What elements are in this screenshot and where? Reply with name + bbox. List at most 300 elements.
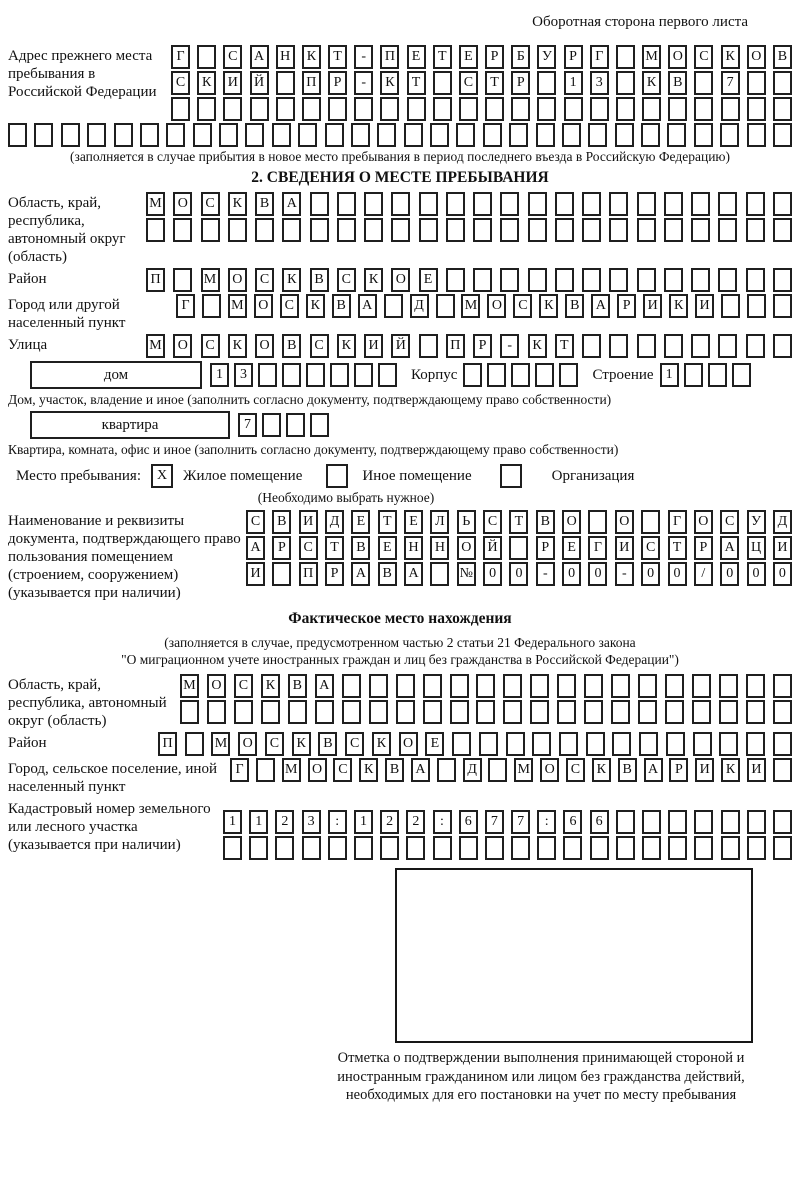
region-row-2	[146, 218, 792, 242]
char-cell	[746, 334, 765, 358]
char-cell: Р	[511, 71, 530, 95]
char-cell	[506, 732, 525, 756]
house-note: Дом, участок, владение и иное (заполнить согласно документу, подтверждающему право собственности)	[8, 392, 612, 407]
char-cell	[173, 268, 192, 292]
stroenie-cells	[660, 363, 751, 387]
char-cell: Р	[617, 294, 636, 318]
char-cell: К	[292, 732, 311, 756]
char-cell	[500, 218, 519, 242]
char-cell: К	[306, 294, 325, 318]
char-cell: О	[254, 294, 273, 318]
char-cell	[773, 294, 792, 318]
char-cell: И	[695, 758, 714, 782]
char-cell	[773, 218, 792, 242]
char-cell: С	[459, 71, 478, 95]
char-cell	[642, 810, 661, 834]
char-cell: 0	[483, 562, 502, 586]
char-cell: К	[539, 294, 558, 318]
char-cell	[473, 218, 492, 242]
char-cell	[616, 810, 635, 834]
char-cell: Т	[378, 510, 397, 534]
city-row	[8, 294, 792, 332]
char-cell: В	[385, 758, 404, 782]
char-cell: М	[146, 192, 165, 216]
char-cell	[173, 218, 192, 242]
char-cell: 1	[249, 810, 268, 834]
char-cell	[637, 218, 656, 242]
char-cell: К	[228, 334, 247, 358]
char-cell	[582, 192, 601, 216]
option-organization-label: Организация	[551, 467, 635, 484]
char-cell	[528, 218, 547, 242]
prev-address-row-3	[171, 97, 792, 121]
char-cell: К	[642, 71, 661, 95]
char-cell: С	[234, 674, 253, 698]
fact-district-label: Район	[8, 735, 47, 751]
korpus-label: Корпус	[411, 366, 458, 383]
char-cell: С	[201, 192, 220, 216]
char-cell: 6	[459, 810, 478, 834]
char-cell: -	[615, 562, 634, 586]
char-cell: В	[288, 674, 307, 698]
char-cell	[430, 123, 449, 147]
char-cell	[450, 674, 469, 698]
char-cell: И	[643, 294, 662, 318]
char-cell	[590, 97, 609, 121]
district-cells	[146, 268, 792, 292]
char-cell: К	[359, 758, 378, 782]
char-cell: К	[669, 294, 688, 318]
char-cell: С	[223, 45, 242, 69]
char-cell: А	[404, 562, 423, 586]
char-cell	[483, 123, 502, 147]
char-cell	[557, 674, 576, 698]
char-cell	[684, 363, 703, 387]
char-cell: 0	[509, 562, 528, 586]
char-cell	[509, 536, 528, 560]
char-cell: П	[446, 334, 465, 358]
char-cell	[668, 810, 687, 834]
char-cell	[691, 218, 710, 242]
char-cell: 7	[721, 71, 740, 95]
char-cell	[564, 97, 583, 121]
prev-address-row-4-full	[8, 123, 792, 147]
char-cell	[694, 123, 713, 147]
char-cell: Е	[404, 510, 423, 534]
char-cell: А	[591, 294, 610, 318]
prev-address-note: (заполняется в случае прибытия в новое место пребывания в период последнего въезда в Российскую Федерацию)	[69, 149, 731, 164]
fact-city-label: Город, сельское поселение, иной населенный пункт	[8, 761, 217, 795]
char-cell	[528, 268, 547, 292]
char-cell: Р	[272, 536, 291, 560]
char-cell	[396, 674, 415, 698]
char-cell: В	[668, 71, 687, 95]
char-cell	[487, 363, 506, 387]
apartment-cells	[238, 413, 329, 437]
char-cell: И	[615, 536, 634, 560]
char-cell	[721, 294, 740, 318]
char-cell	[249, 836, 268, 860]
char-cell: 6	[563, 810, 582, 834]
char-cell: 0	[747, 562, 766, 586]
char-cell: И	[773, 536, 792, 560]
char-cell: 7	[238, 413, 257, 437]
char-cell: Л	[430, 510, 449, 534]
char-cell	[185, 732, 204, 756]
char-cell	[692, 674, 711, 698]
char-cell	[61, 123, 80, 147]
page-side-note: Оборотная сторона первого листа	[532, 14, 748, 30]
char-cell	[310, 413, 329, 437]
char-cell	[746, 674, 765, 698]
char-cell: О	[399, 732, 418, 756]
char-cell	[773, 758, 792, 782]
char-cell	[337, 192, 356, 216]
char-cell	[586, 732, 605, 756]
char-cell	[114, 123, 133, 147]
char-cell: П	[302, 71, 321, 95]
char-cell	[207, 700, 226, 724]
char-cell: -	[536, 562, 555, 586]
char-cell: А	[644, 758, 663, 782]
char-cell: И	[364, 334, 383, 358]
char-cell: В	[618, 758, 637, 782]
char-cell: А	[411, 758, 430, 782]
char-cell	[719, 732, 738, 756]
char-cell	[773, 732, 792, 756]
char-cell	[87, 123, 106, 147]
char-cell: А	[358, 294, 377, 318]
char-cell	[282, 218, 301, 242]
char-cell	[718, 334, 737, 358]
stamp-caption: Отметка о подтверждении выполнения принимающей стороной и иностранным гражданином или лицом без гражданства действий, необходимых для его постановки на учет по месту пребывания	[337, 1050, 745, 1103]
char-cell	[197, 45, 216, 69]
char-cell	[476, 700, 495, 724]
char-cell	[732, 363, 751, 387]
char-cell: К	[302, 45, 321, 69]
actual-location-title: Фактическое место нахождения	[288, 610, 512, 627]
char-cell	[275, 836, 294, 860]
document-block	[8, 510, 792, 602]
char-cell	[351, 123, 370, 147]
char-cell	[302, 836, 321, 860]
char-cell	[557, 700, 576, 724]
char-cell	[694, 836, 713, 860]
stay-type-note: (Необходимо выбрать нужное)	[257, 490, 435, 505]
char-cell	[298, 123, 317, 147]
char-cell: В	[272, 510, 291, 534]
street-label: Улица	[8, 337, 48, 353]
city-label: Город или другой населенный пункт	[8, 297, 126, 331]
char-cell	[588, 510, 607, 534]
char-cell: 7	[485, 810, 504, 834]
char-cell: Т	[407, 71, 426, 95]
char-cell	[535, 363, 554, 387]
char-cell	[391, 218, 410, 242]
char-cell	[473, 268, 492, 292]
prev-address-block	[8, 45, 792, 121]
char-cell: Е	[425, 732, 444, 756]
char-cell: Й	[483, 536, 502, 560]
prev-address-row-1	[171, 45, 792, 69]
char-cell: П	[146, 268, 165, 292]
char-cell: О	[173, 334, 192, 358]
char-cell	[612, 732, 631, 756]
char-cell	[146, 218, 165, 242]
char-cell: Й	[250, 71, 269, 95]
char-cell: С	[280, 294, 299, 318]
document-label: Наименование и реквизиты документа, подтверждающего право пользования помещением (строением, сооружением) (указывается при наличии)	[8, 513, 241, 601]
char-cell: М	[514, 758, 533, 782]
char-cell	[342, 700, 361, 724]
region-label: Область, край, республика, автономный округ (область)	[8, 195, 126, 265]
char-cell: К	[528, 334, 547, 358]
char-cell	[258, 363, 277, 387]
char-cell: О	[255, 334, 274, 358]
char-cell	[747, 836, 766, 860]
char-cell: И	[246, 562, 265, 586]
char-cell	[256, 758, 275, 782]
char-cell: К	[364, 268, 383, 292]
option-residential-label: Жилое помещение	[183, 467, 303, 484]
char-cell: 0	[588, 562, 607, 586]
region-row-1	[146, 192, 792, 216]
stroenie-label: Строение	[592, 366, 654, 383]
char-cell	[446, 268, 465, 292]
fact-city-row	[8, 758, 792, 796]
char-cell	[384, 294, 403, 318]
char-cell	[536, 123, 555, 147]
char-cell	[354, 97, 373, 121]
char-cell	[642, 97, 661, 121]
char-cell	[747, 810, 766, 834]
char-cell	[642, 836, 661, 860]
region-block	[8, 192, 792, 266]
char-cell	[272, 123, 291, 147]
char-cell	[637, 268, 656, 292]
char-cell	[437, 758, 456, 782]
char-cell: В	[310, 268, 329, 292]
char-cell: Р	[328, 71, 347, 95]
char-cell	[746, 700, 765, 724]
char-cell	[503, 674, 522, 698]
char-cell: О	[562, 510, 581, 534]
char-cell	[609, 268, 628, 292]
char-cell	[503, 700, 522, 724]
char-cell: Н	[404, 536, 423, 560]
char-cell: М	[461, 294, 480, 318]
char-cell	[582, 268, 601, 292]
char-cell: О	[668, 45, 687, 69]
char-cell: В	[332, 294, 351, 318]
option-other-premises-label: Иное помещение	[362, 467, 472, 484]
char-cell	[302, 97, 321, 121]
char-cell	[364, 218, 383, 242]
char-cell	[584, 674, 603, 698]
document-row-1	[246, 510, 792, 534]
char-cell	[378, 363, 397, 387]
char-cell: П	[380, 45, 399, 69]
char-cell	[528, 192, 547, 216]
char-cell	[433, 836, 452, 860]
char-cell: О	[540, 758, 559, 782]
char-cell: -	[354, 71, 373, 95]
char-cell: Е	[351, 510, 370, 534]
char-cell	[310, 218, 329, 242]
char-cell	[747, 123, 766, 147]
char-cell: С	[201, 334, 220, 358]
section2-title: 2. СВЕДЕНИЯ О МЕСТЕ ПРЕБЫВАНИЯ	[251, 169, 549, 186]
char-cell: 0	[668, 562, 687, 586]
stay-type-row	[16, 464, 792, 488]
char-cell	[404, 123, 423, 147]
char-cell: В	[773, 45, 792, 69]
char-cell	[746, 268, 765, 292]
char-cell	[555, 268, 574, 292]
char-cell	[446, 192, 465, 216]
char-cell	[325, 123, 344, 147]
char-cell	[746, 732, 765, 756]
house-row	[30, 361, 792, 389]
char-cell: С	[566, 758, 585, 782]
char-cell: К	[372, 732, 391, 756]
char-cell: 3	[590, 71, 609, 95]
char-cell	[306, 363, 325, 387]
char-cell	[419, 334, 438, 358]
char-cell: И	[299, 510, 318, 534]
char-cell	[234, 700, 253, 724]
char-cell	[582, 334, 601, 358]
char-cell: О	[694, 510, 713, 534]
char-cell: О	[207, 674, 226, 698]
apartment-type-box: квартира	[30, 411, 230, 439]
char-cell: С	[513, 294, 532, 318]
street-cells	[146, 334, 792, 358]
char-cell	[616, 45, 635, 69]
house-type-box: дом	[30, 361, 202, 389]
char-cell: О	[391, 268, 410, 292]
char-cell	[667, 123, 686, 147]
char-cell: Г	[176, 294, 195, 318]
char-cell: У	[747, 510, 766, 534]
char-cell	[641, 123, 660, 147]
char-cell	[463, 363, 482, 387]
char-cell	[511, 97, 530, 121]
char-cell: :	[328, 810, 347, 834]
char-cell: О	[615, 510, 634, 534]
char-cell: М	[642, 45, 661, 69]
char-cell	[446, 218, 465, 242]
char-cell: К	[261, 674, 280, 698]
char-cell: :	[433, 810, 452, 834]
char-cell	[638, 674, 657, 698]
char-cell: 1	[223, 810, 242, 834]
cadastral-row-1	[223, 810, 792, 834]
char-cell	[773, 700, 792, 724]
char-cell	[140, 123, 159, 147]
char-cell	[691, 192, 710, 216]
document-row-2	[246, 536, 792, 560]
char-cell	[721, 97, 740, 121]
char-cell	[315, 700, 334, 724]
char-cell	[330, 363, 349, 387]
char-cell: /	[694, 562, 713, 586]
char-cell: О	[308, 758, 327, 782]
char-cell	[328, 836, 347, 860]
char-cell: 6	[590, 810, 609, 834]
char-cell: Р	[485, 45, 504, 69]
char-cell	[773, 334, 792, 358]
char-cell: А	[250, 45, 269, 69]
char-cell: А	[351, 562, 370, 586]
char-cell: 1	[660, 363, 679, 387]
char-cell: М	[228, 294, 247, 318]
char-cell	[202, 294, 221, 318]
char-cell: Д	[463, 758, 482, 782]
fact-city-cells	[230, 758, 792, 782]
char-cell	[328, 97, 347, 121]
char-cell	[276, 97, 295, 121]
char-cell: С	[483, 510, 502, 534]
char-cell: К	[282, 268, 301, 292]
char-cell: О	[173, 192, 192, 216]
char-cell	[637, 192, 656, 216]
district-label: Район	[8, 271, 47, 287]
char-cell: Р	[473, 334, 492, 358]
char-cell: В	[565, 294, 584, 318]
char-cell: 0	[562, 562, 581, 586]
char-cell	[537, 97, 556, 121]
char-cell: Д	[325, 510, 344, 534]
char-cell: 0	[720, 562, 739, 586]
char-cell	[419, 218, 438, 242]
char-cell	[721, 836, 740, 860]
char-cell: П	[158, 732, 177, 756]
char-cell: С	[265, 732, 284, 756]
char-cell	[423, 674, 442, 698]
char-cell: Т	[509, 510, 528, 534]
char-cell: М	[282, 758, 301, 782]
char-cell	[555, 192, 574, 216]
fact-region-label: Область, край, республика, автономный округ (область)	[8, 677, 167, 729]
cadastral-label: Кадастровый номер земельного или лесного участка (указывается при наличии)	[8, 801, 211, 853]
char-cell	[488, 758, 507, 782]
char-cell: Т	[485, 71, 504, 95]
char-cell	[611, 700, 630, 724]
char-cell	[171, 97, 190, 121]
char-cell	[532, 732, 551, 756]
char-cell: Е	[378, 536, 397, 560]
char-cell: №	[457, 562, 476, 586]
char-cell	[456, 123, 475, 147]
char-cell: Р	[536, 536, 555, 560]
char-cell: К	[721, 758, 740, 782]
document-row-3	[246, 562, 792, 586]
char-cell: Е	[459, 45, 478, 69]
char-cell	[369, 674, 388, 698]
char-cell	[609, 192, 628, 216]
char-cell	[747, 294, 766, 318]
char-cell	[691, 334, 710, 358]
char-cell	[773, 836, 792, 860]
char-cell: 0	[773, 562, 792, 586]
char-cell: С	[720, 510, 739, 534]
char-cell	[665, 674, 684, 698]
char-cell: С	[641, 536, 660, 560]
char-cell	[219, 123, 238, 147]
char-cell: М	[211, 732, 230, 756]
char-cell: С	[694, 45, 713, 69]
